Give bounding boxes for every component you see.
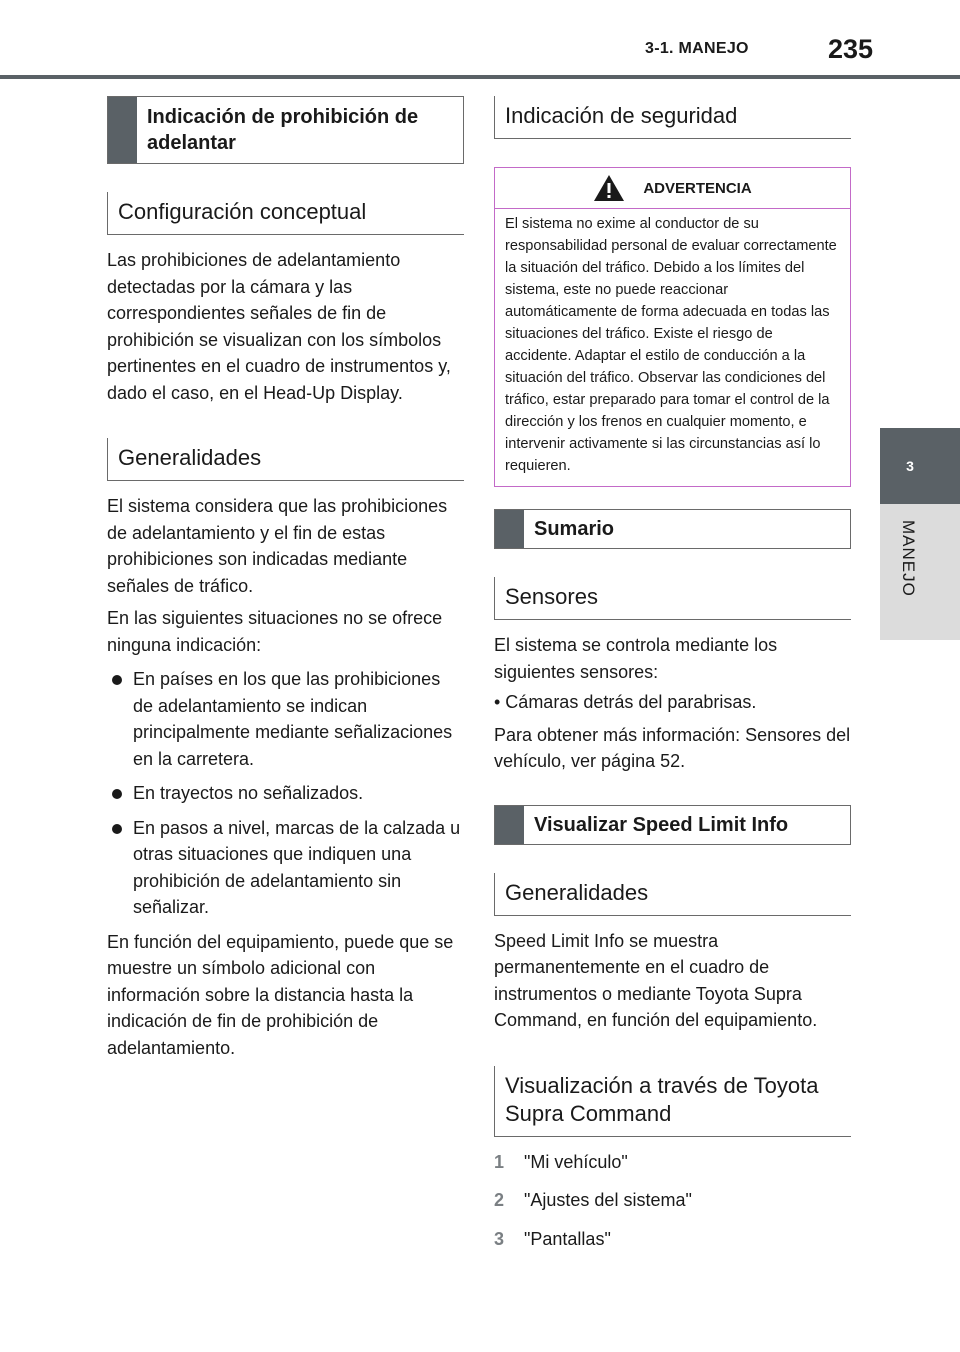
paragraph: Las prohibiciones de adelantamiento detectadas por la cámara y las correspondientes señales de fin de prohibición se visualizan con los símbolos pertinentes en el cuadro de instrumentos y, dado el caso, en el Head-Up Display.	[107, 250, 451, 403]
list-item	[107, 815, 464, 921]
bullet-list	[107, 666, 464, 921]
subheading-sensores: Sensores	[494, 577, 851, 620]
heading-bar	[108, 97, 137, 163]
step-text: "Ajustes del sistema"	[524, 1190, 692, 1210]
step-text: "Pantallas"	[524, 1228, 611, 1249]
warning-icon	[593, 174, 625, 202]
step-number: 3	[494, 1228, 505, 1249]
section-title: 3-1. MANEJO	[645, 40, 749, 57]
bullet-icon	[112, 824, 122, 834]
right-column	[494, 96, 851, 1264]
section-heading-box	[107, 96, 464, 164]
list-item	[107, 780, 464, 807]
paragraph: Para obtener más información: Sensores del vehículo, ver página 52.	[494, 724, 851, 771]
paragraph: El sistema se controla mediante los siguientes sensores:	[494, 635, 778, 682]
bullet-icon	[112, 675, 122, 685]
step-item	[494, 1149, 851, 1176]
chapter-tab-label-area	[880, 504, 960, 640]
paragraph: En las siguientes situaciones no se ofrece ninguna indicación:	[107, 608, 443, 655]
paragraph: El sistema considera que las prohibiciones de adelantamiento y el fin de estas prohibiciones son indicadas mediante señales de tráfico.	[107, 496, 448, 596]
paragraph: Speed Limit Info se muestra permanentemente en el cuadro de instrumentos o mediante Toyota Supra Command, en función del equipamiento.	[494, 930, 818, 1030]
subheading-configuracion: Configuración conceptual	[107, 192, 464, 235]
step-item	[494, 1226, 851, 1253]
list-item	[107, 666, 464, 772]
section-heading-box	[494, 509, 851, 549]
warning-box	[494, 167, 851, 487]
warning-header	[495, 168, 850, 209]
paragraph: En función del equipamiento, puede que se muestre un símbolo adicional con información sobre la distancia hasta la indicación de fin de prohibición de adelantamiento.	[107, 931, 454, 1058]
subheading-visualizacion: Visualización a través de Toyota Supra Command	[494, 1066, 851, 1137]
subheading-generalidades: Generalidades	[494, 873, 851, 916]
section-heading: Visualizar Speed Limit Info	[534, 813, 789, 836]
subheading-generalidades: Generalidades	[107, 438, 464, 481]
page-number: 235	[828, 34, 874, 64]
section-heading-box	[494, 805, 851, 845]
left-column	[107, 96, 464, 1061]
subheading-seguridad: Indicación de seguridad	[494, 96, 851, 139]
sensor-item: • Cámaras detrás del parabrisas.	[494, 692, 757, 712]
list-item-text: En pasos a nivel, marcas de la calzada u otras situaciones que indiquen una prohibición de adelantamiento sin señalizar.	[133, 817, 461, 917]
step-number: 2	[494, 1190, 505, 1210]
chapter-number: 3	[906, 458, 914, 474]
list-item-text: En trayectos no señalizados.	[133, 783, 364, 803]
warning-title: ADVERTENCIA	[643, 179, 752, 197]
warning-text: El sistema no exime al conductor de su responsabilidad personal de evaluar correctamente la situación del tráfico. Debido a los límites del sistema, este no puede reaccionar automáticamente de forma adecuada en todas las situaciones del tráfico. Existe el riesgo de accidente. Adaptar el estilo de conducción a la situación del tráfico. Observar las condiciones del tráfico, estar preparado para tomar el control de la dirección y los frenos en cualquier momento, e intervenir activamente si las circunstancias así lo requieren.	[505, 216, 837, 474]
step-text: "Mi vehículo"	[524, 1151, 628, 1172]
section-heading: Sumario	[534, 518, 615, 540]
header-divider	[0, 75, 960, 79]
bullet-icon	[112, 789, 122, 799]
heading-bar	[495, 806, 524, 844]
chapter-label: MANEJO	[899, 520, 918, 597]
step-item	[494, 1187, 851, 1214]
heading-bar	[495, 510, 524, 548]
step-list	[494, 1149, 851, 1253]
section-heading: Indicación de prohibición de adelantar	[147, 106, 419, 154]
chapter-tab	[880, 428, 960, 504]
step-number: 1	[494, 1151, 505, 1172]
list-item-text: En países en los que las prohibiciones de adelantamiento se indican principalmente mediante señalizaciones en la carretera.	[133, 669, 453, 769]
